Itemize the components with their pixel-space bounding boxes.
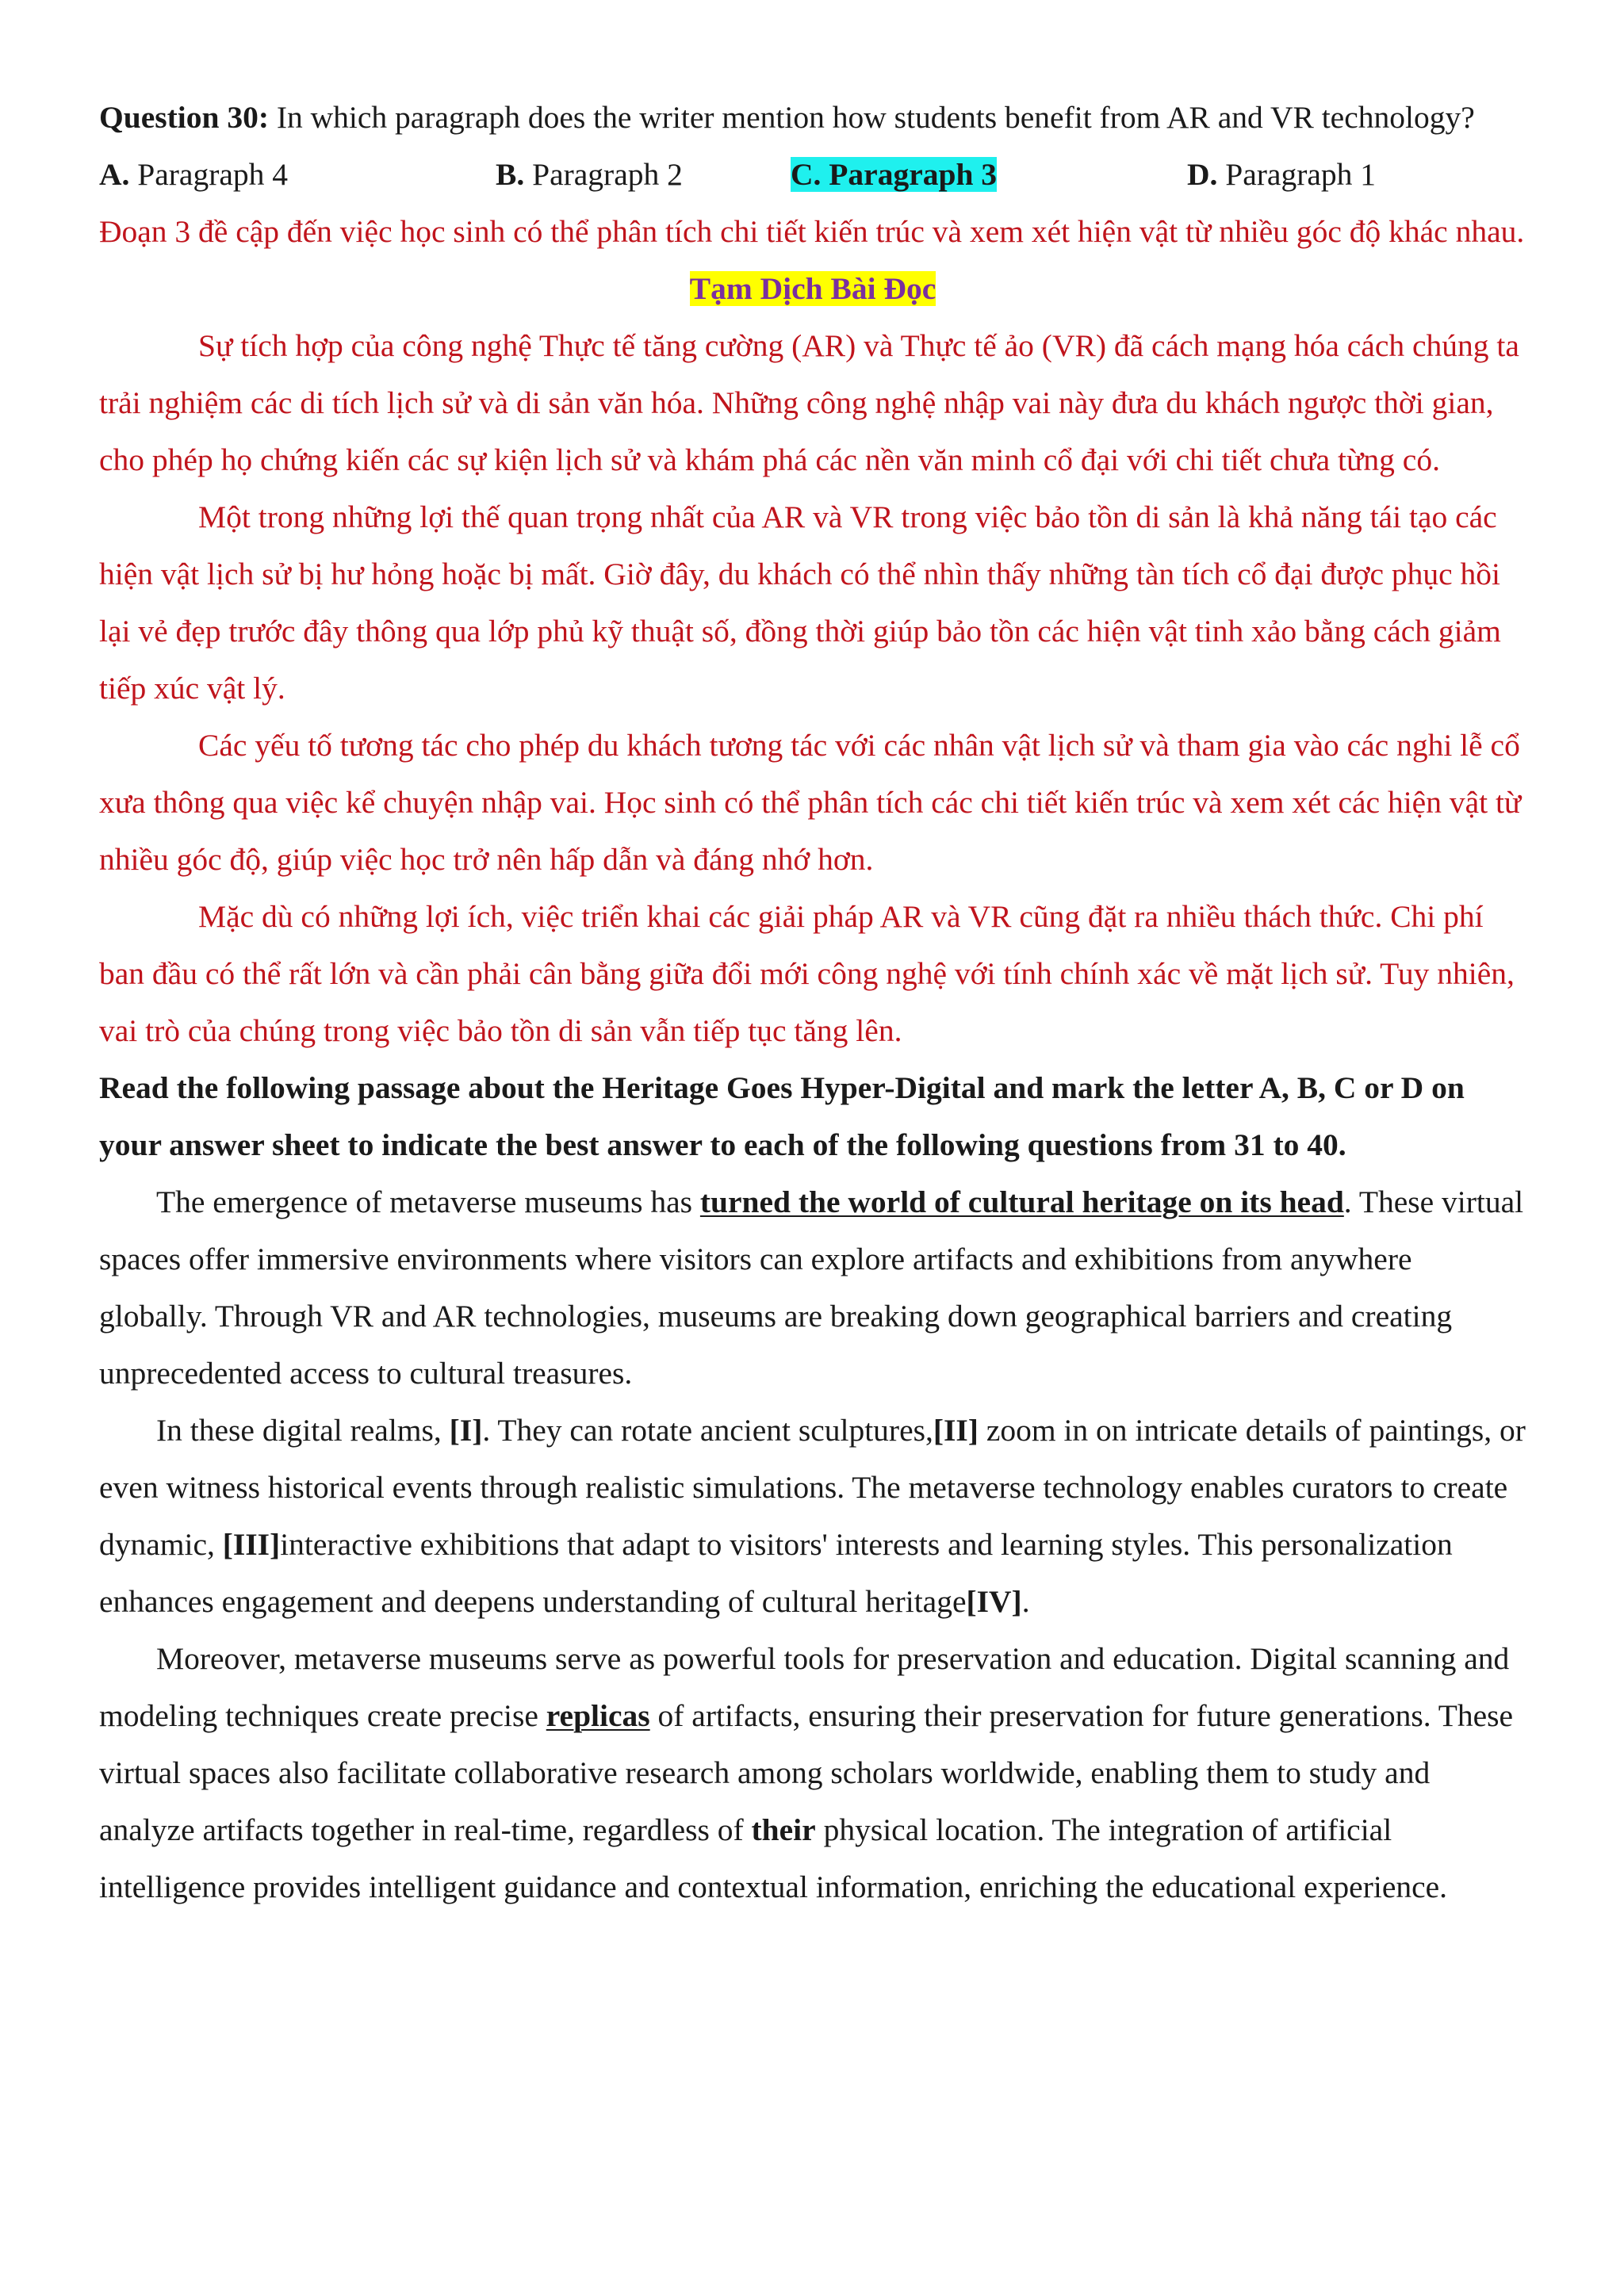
passage-paragraph-1 bbox=[99, 1173, 1526, 1402]
option-c-correct-highlight bbox=[791, 157, 997, 192]
p3-bold-word: their bbox=[751, 1812, 816, 1847]
p3-s3: physical location. The integration of artificial intelligence provides intelligent guidance and contextual information, enriching the educational experience. bbox=[99, 1812, 1448, 1904]
passage-paragraph-3 bbox=[99, 1630, 1526, 1915]
marker-iv: [IV] bbox=[966, 1584, 1022, 1619]
p2-s2: . They can rotate ancient sculptures, bbox=[482, 1413, 933, 1448]
p1-underlined-phrase: turned the world of cultural heritage on its head bbox=[699, 1184, 1344, 1219]
answer-options bbox=[99, 146, 1526, 203]
p1-after: . These virtual spaces offer immersive environments where visitors can explore artifacts and exhibitions from anywhere globally. Through VR and AR technologies, museums are breaking down geographical barriers and creating unprecedented access to cultural treasures. bbox=[99, 1184, 1524, 1391]
reading-instruction bbox=[99, 1059, 1526, 1173]
translation-paragraph-4: Mặc dù có những lợi ích, việc triển khai các giải pháp AR và VR cũng đặt ra nhiều thách thức. Chi phí ban đầu có thể rất lớn và cần phải cân bằng giữa đổi mới công nghệ với tính chính xác về mặt lịch sử. Tuy nhiên, vai trò của chúng trong việc bảo tồn di sản vẫn tiếp tục tăng lên. bbox=[99, 899, 1515, 1048]
instruction-text: Read the following passage about the Heritage Goes Hyper-Digital and mark the letter A, B, C or D on your answer sheet to indicate the best answer to each of the following questions from 31 to 40. bbox=[99, 1070, 1465, 1162]
p3-s2: of artifacts, ensuring their preservation for future generations. These virtual spaces also facilitate collaborative research among scholars worldwide, enabling them to study and analyze artifacts together in real-time, regardless of bbox=[99, 1698, 1514, 1847]
translation-title: Tạm Dịch Bài Đọc bbox=[689, 271, 936, 306]
question-label: Question 30: bbox=[99, 100, 269, 135]
p2-s1: In these digital realms, bbox=[156, 1413, 450, 1448]
question-30 bbox=[99, 89, 1526, 146]
p3-s1: Moreover, metaverse museums serve as powerful tools for preservation and education. Digital scanning and modeling techniques create precise bbox=[99, 1641, 1510, 1733]
marker-i: [I] bbox=[449, 1413, 483, 1448]
translation-paragraph-2: Một trong những lợi thế quan trọng nhất của AR và VR trong việc bảo tồn di sản là khả năng tái tạo các hiện vật lịch sử bị hư hỏng hoặc bị mất. Giờ đây, du khách có thể nhìn thấy những tàn tích cổ đại được phục hồi lại vẻ đẹp trước đây thông qua lớp phủ kỹ thuật số, đồng thời giúp bảo tồn các hiện vật tinh xảo bằng cách giảm tiếp xúc vật lý. bbox=[99, 499, 1501, 706]
answer-explanation: Đoạn 3 đề cập đến việc học sinh có thể phân tích chi tiết kiến trúc và xem xét hiện vật từ nhiều góc độ khác nhau. bbox=[99, 214, 1525, 249]
option-c[interactable] bbox=[791, 146, 1187, 203]
option-a-text: Paragraph 4 bbox=[129, 157, 289, 192]
option-a[interactable] bbox=[99, 146, 496, 203]
p2-s5: . bbox=[1021, 1584, 1030, 1619]
translation-paragraph-3: Các yếu tố tương tác cho phép du khách tương tác với các nhân vật lịch sử và tham gia vào các nghi lễ cổ xưa thông qua việc kể chuyện nhập vai. Học sinh có thể phân tích các chi tiết kiến trúc và xem xét các hiện vật từ nhiều góc độ, giúp việc học trở nên hấp dẫn và đáng nhớ hơn. bbox=[99, 728, 1522, 877]
option-b-letter: B. bbox=[496, 157, 525, 192]
p1-before: The emergence of metaverse museums has bbox=[156, 1184, 700, 1219]
document-page bbox=[99, 89, 1526, 1915]
translation-title-row bbox=[99, 260, 1526, 317]
p3-underlined-word: replicas bbox=[546, 1698, 650, 1733]
passage-paragraph-2 bbox=[99, 1402, 1526, 1630]
option-d[interactable] bbox=[1187, 146, 1376, 203]
option-b-text: Paragraph 2 bbox=[524, 157, 683, 192]
option-a-letter: A. bbox=[99, 157, 130, 192]
option-c-letter: C. bbox=[791, 157, 822, 192]
p2-s4: interactive exhibitions that adapt to visitors' interests and learning styles. This personalization enhances engagement and deepens understanding of cultural heritage bbox=[99, 1527, 1453, 1619]
question-text: In which paragraph does the writer mention how students benefit from AR and VR technology? bbox=[268, 100, 1475, 135]
translation-paragraph-1: Sự tích hợp của công nghệ Thực tế tăng cường (AR) và Thực tế ảo (VR) đã cách mạng hóa cách chúng ta trải nghiệm các di tích lịch sử và di sản văn hóa. Những công nghệ nhập vai này đưa du khách ngược thời gian, cho phép họ chứng kiến các sự kiện lịch sử và khám phá các nền văn minh cổ đại với chi tiết chưa từng có. bbox=[99, 328, 1519, 477]
option-c-text: Paragraph 3 bbox=[821, 157, 998, 192]
p2-s3: zoom in on intricate details of paintings, or even witness historical events through realistic simulations. The metaverse technology enables curators to create dynamic, bbox=[99, 1413, 1526, 1562]
marker-iii: [III] bbox=[222, 1527, 281, 1562]
option-b[interactable] bbox=[496, 146, 791, 203]
option-d-letter: D. bbox=[1187, 157, 1218, 192]
option-d-text: Paragraph 1 bbox=[1217, 157, 1377, 192]
marker-ii: [II] bbox=[933, 1413, 979, 1448]
